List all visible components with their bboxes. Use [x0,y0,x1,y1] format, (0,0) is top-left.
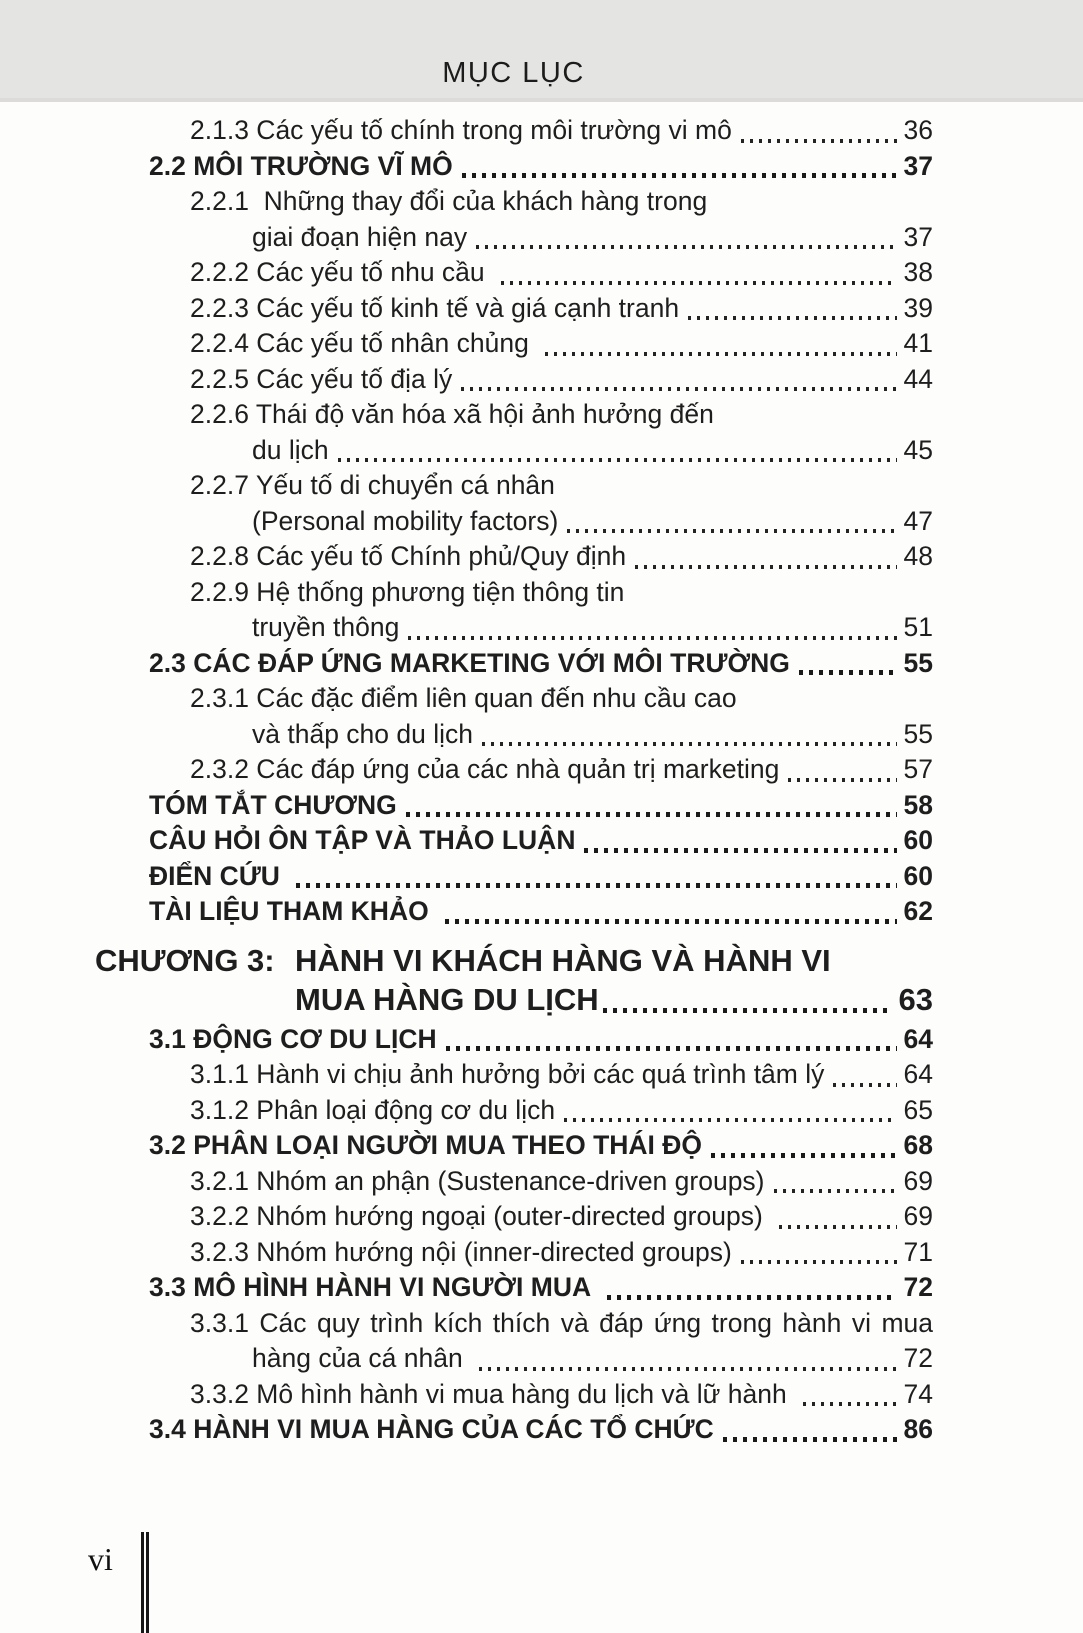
dotted-leader [799,670,897,675]
toc-entry-line [0,717,1083,753]
toc-entry-line [0,1235,1083,1271]
toc-page-number: 64 [903,1023,933,1054]
toc-entry-text: 2.2 MÔI TRƯỜNG VĨ MÔ [149,150,453,181]
toc-page-number: 74 [903,1378,933,1409]
dotted-leader [803,1402,896,1406]
dotted-leader [741,139,897,143]
toc-entry-line [0,220,1083,256]
toc-page-number: 69 [903,1201,933,1231]
toc-entry-text: 3.2.2 Nhóm hướng ngoại (outer-directed groups) [190,1201,771,1231]
toc-page-number: 86 [903,1414,933,1444]
toc-entry-line [0,980,1083,1019]
toc-entry-line [0,646,1083,682]
toc-entry-text: 2.2.6 Thái độ văn hóa xã hội ảnh hưởng đến [190,399,714,429]
toc-page-number: 37 [903,150,933,181]
toc-entry-line [0,894,1083,930]
toc-entry-line [0,1306,1083,1342]
toc-entry-text: CÂU HỎI ÔN TẬP VÀ THẢO LUẬN [149,825,576,855]
toc-entry-text: 2.2.1 Những thay đổi của khách hàng trong [190,186,708,216]
toc-entry-line [0,326,1083,362]
toc-entry-line [0,1022,1083,1058]
toc-entry-line [0,788,1083,824]
toc-entry-text: TÀI LIỆU THAM KHẢO [149,896,437,926]
toc-entry-line [0,1412,1083,1448]
toc-entry-line [0,397,1083,433]
toc-entry-line [0,681,1083,717]
toc-page-number: 55 [903,647,933,678]
toc-page-number: 60 [903,825,933,855]
toc-page-number: 72 [903,1272,933,1302]
dotted-leader [406,812,897,817]
dotted-leader [479,1367,896,1371]
toc-entry-line [0,184,1083,220]
toc-page-number: 44 [903,363,933,394]
toc-page-number: 58 [903,789,933,820]
toc-page-number: 69 [903,1165,933,1196]
dotted-leader [774,1189,897,1193]
dotted-leader [545,352,896,356]
toc-page-number: 71 [903,1236,933,1267]
toc-page-number: 57 [903,754,933,784]
toc-entry-line [0,468,1083,504]
toc-entry-line [0,1128,1083,1164]
dotted-leader [296,883,896,888]
toc-entry-text: 3.2 PHÂN LOẠI NGƯỜI MUA THEO THÁI ĐỘ [149,1130,703,1160]
dotted-leader [476,245,896,249]
dotted-leader [741,1260,897,1264]
footer-divider-rule [141,1532,149,1633]
toc-page-number: 64 [903,1059,933,1089]
toc-entry-text: giai đoạn hiện nay [252,221,468,252]
dotted-leader [688,316,896,320]
dotted-leader [462,173,897,178]
toc-entry-line [0,1093,1083,1129]
toc-entry-line [0,1164,1083,1200]
toc-entry-text: 3.3.1 Các quy trình kích thích và đáp ứng trong hành vi mua [190,1307,933,1338]
toc-page-number: 68 [903,1130,933,1160]
toc-page-number: 38 [903,257,933,287]
dotted-leader [338,458,897,462]
dotted-leader [833,1083,896,1087]
toc-entry-line [0,941,1083,980]
dotted-leader [607,1295,897,1300]
toc-entry-line [0,539,1083,575]
toc-entry-line [0,610,1083,646]
dotted-leader [788,778,896,782]
toc-entry-text: 3.1.1 Hành vi chịu ảnh hưởng bởi các quá trình tâm lý [190,1059,825,1089]
toc-entry-text: 2.3.2 Các đáp ứng của các nhà quản trị marketing [190,754,780,784]
dotted-leader [711,1153,896,1158]
toc-page-number: 36 [903,115,933,145]
toc-entry-line [0,859,1083,895]
dotted-leader [445,919,896,924]
toc-page-number: 39 [903,292,933,323]
dotted-leader [567,529,896,533]
toc-entry-text: du lịch [252,434,329,465]
toc-entry-text: MUA HÀNG DU LỊCH [295,981,599,1017]
toc-entry-text: (Personal mobility factors) [252,505,559,536]
toc-page-number: 45 [903,434,933,465]
toc-entry-line [0,1377,1083,1413]
toc-entry-line [0,149,1083,185]
toc-entry-line [0,504,1083,540]
toc-page-number: 51 [903,612,933,642]
toc-entry-text: hàng của cá nhân [252,1343,471,1373]
toc-page-number: 48 [903,541,933,571]
toc-entry-line [0,1270,1083,1306]
toc-entry-text: 2.2.4 Các yếu tố nhân chủng [190,328,537,358]
toc-entry-text: 2.2.5 Các yếu tố địa lý [190,363,453,394]
toc-entry-line [0,575,1083,611]
toc-page-number: 62 [903,896,933,926]
toc-entry-line [0,113,1083,149]
toc-page-number: 55 [903,718,933,749]
toc-entry-text: 3.1.2 Phân loại động cơ du lịch [190,1094,556,1125]
toc-entry-line [0,362,1083,398]
toc-entry-text: và thấp cho du lịch [252,718,473,749]
dotted-leader [723,1437,897,1442]
toc-entry-line [0,291,1083,327]
toc-page-number: 60 [903,860,933,891]
dotted-leader [564,1118,896,1122]
toc-entry-text: 2.2.8 Các yếu tố Chính phủ/Quy định [190,541,627,571]
toc-page-number: 63 [898,981,933,1017]
toc-entry-line [0,823,1083,859]
toc-page-number: 72 [903,1343,933,1373]
dotted-leader [584,848,896,853]
toc-page-number: 65 [903,1094,933,1125]
toc-entry-text: 3.2.1 Nhóm an phận (Sustenance-driven groups) [190,1165,765,1196]
dotted-leader [446,1046,897,1051]
dotted-leader [635,565,896,569]
toc-entry-text: 2.1.3 Các yếu tố chính trong môi trường vi mô [190,115,732,145]
toc-entry-text: ĐIỂN CỨU [149,860,288,891]
dotted-leader [603,1008,892,1013]
toc-entry-text: 2.2.9 Hệ thống phương tiện thông tin [190,576,625,607]
folio-page-number: vi [88,1541,113,1577]
dotted-leader [501,281,897,285]
toc-entry-line [0,433,1083,469]
dotted-leader [408,636,896,640]
page-title: MỤC LỤC [442,57,585,89]
toc-entry-text: 3.2.3 Nhóm hướng nội (inner-directed groups) [190,1236,732,1267]
toc-entry-text: 3.3 MÔ HÌNH HÀNH VI NGƯỜI MUA [149,1272,598,1302]
toc-entry-text: 2.3.1 Các đặc điểm liên quan đến nhu cầu cao [190,683,737,713]
dotted-leader [779,1225,896,1229]
toc-page-number: 47 [903,505,933,536]
toc-entry-line [0,1341,1083,1377]
dotted-leader [482,742,897,746]
toc-page-number: 41 [903,328,933,358]
toc-entry-text: 3.4 HÀNH VI MUA HÀNG CỦA CÁC TỔ CHỨC [149,1414,714,1444]
toc-entry-text: 3.1 ĐỘNG CƠ DU LỊCH [149,1023,437,1054]
dotted-leader [461,387,896,391]
toc-entry-text: TÓM TẮT CHƯƠNG [149,789,397,820]
toc-entry-line [0,752,1083,788]
toc-entry-text: 2.2.2 Các yếu tố nhu cầu [190,257,493,287]
toc-entry-line [0,1199,1083,1235]
toc-entry-line [0,255,1083,291]
toc-entry-text: 2.2.7 Yếu tố di chuyển cá nhân [190,470,555,500]
toc-entry-text: 2.3 CÁC ĐÁP ỨNG MARKETING VỚI MÔI TRƯỜNG [149,647,790,678]
chapter-number-label: CHƯƠNG 3: [95,942,275,978]
toc-page-number: 37 [903,221,933,252]
page-header-band [0,0,1083,102]
table-of-contents [0,113,1083,1448]
toc-entry-line [0,1057,1083,1093]
toc-entry-text: 2.2.3 Các yếu tố kinh tế và giá cạnh tranh [190,292,680,323]
toc-entry-text: HÀNH VI KHÁCH HÀNG VÀ HÀNH VI [295,942,831,978]
toc-entry-text: 3.3.2 Mô hình hành vi mua hàng du lịch và lữ hành [190,1378,795,1409]
toc-entry-text: truyền thông [252,612,400,642]
